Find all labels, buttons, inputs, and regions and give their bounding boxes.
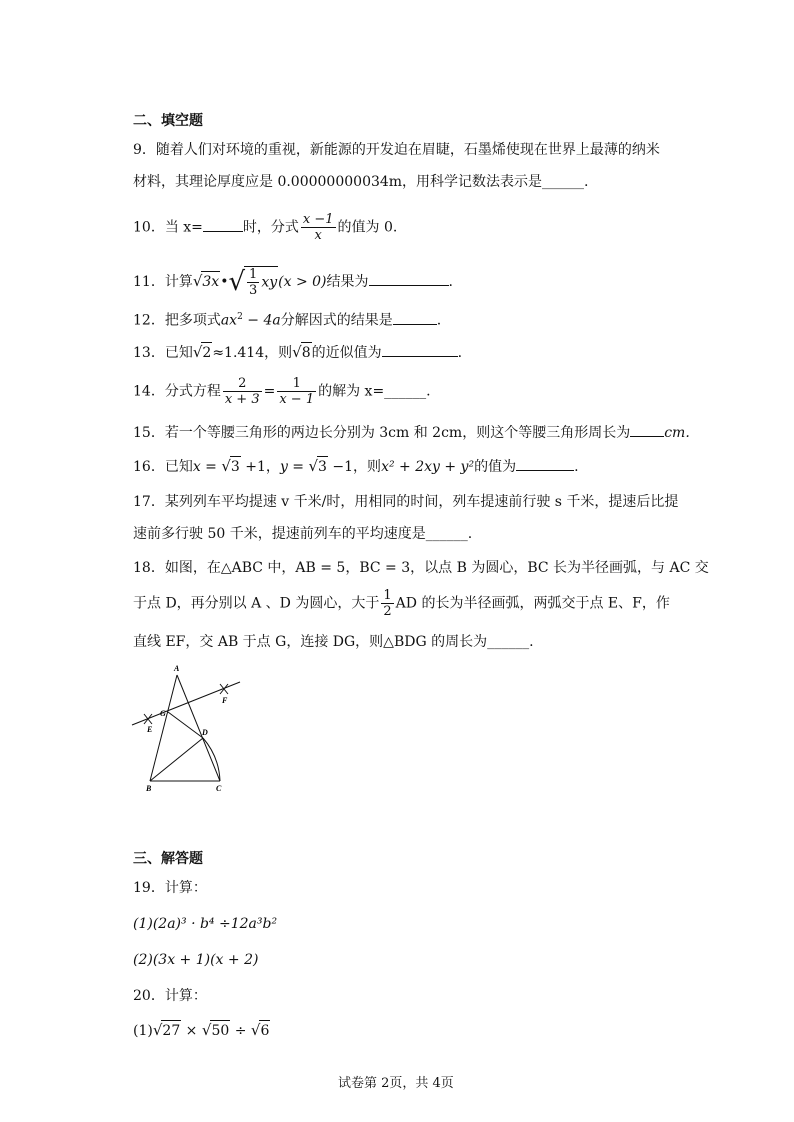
q13-blank[interactable] — [382, 342, 458, 357]
q17-line1: 17．某列列车平均提速 v 千米/时，用相同的时间，列车提速前行驶 s 千米，提速后比提 — [133, 494, 679, 510]
q20-part1: (1)√27 × √50 ÷ √6 — [133, 1021, 270, 1039]
q10-fraction: $\frac{x -1}{x}$ — [302, 212, 334, 243]
label-C: C — [216, 784, 222, 793]
q14-fraction1: $\frac{2}{x + 3}$ — [224, 376, 260, 407]
arc-mark-E — [144, 714, 152, 724]
q11-condition: (x > 0) — [278, 274, 327, 290]
q20-p1a: (1) — [133, 1023, 153, 1039]
q20-title: 20．计算： — [133, 988, 207, 1004]
q16-post: 的值为 — [474, 459, 517, 475]
q12-post: 分解因式的结果是 — [280, 312, 393, 329]
q12-expr-a: ax — [220, 312, 238, 329]
q18-line2 — [133, 588, 670, 619]
label-E: E — [147, 725, 153, 734]
q10-blank[interactable] — [203, 217, 243, 232]
q11-blank[interactable] — [369, 271, 449, 286]
segment-BD — [150, 738, 203, 781]
q10 — [133, 212, 397, 243]
segment-AB — [150, 675, 177, 781]
q15-unit: cm. — [664, 425, 690, 441]
q11-post: 结果为 — [326, 274, 369, 290]
q11-dot: • — [220, 274, 229, 290]
q12-blank[interactable] — [393, 310, 437, 325]
q12 — [133, 307, 441, 331]
section-title-fill-blank: 二、填空题 — [133, 113, 203, 129]
q13-radical1: 2 — [201, 342, 212, 363]
q19-title: 19．计算： — [133, 880, 207, 896]
label-F: F — [222, 696, 228, 705]
q12-exp: 2 — [237, 312, 243, 322]
q16-pre: 16．已知 — [133, 459, 193, 475]
q11-radical2: $\frac{1}{3}$ xy — [244, 266, 278, 298]
q13: 13．已知√2≈1.414，则√8的近似值为 . — [133, 343, 463, 361]
label-G: G — [160, 709, 166, 718]
page-footer: 试卷第 2页，共 4页 — [338, 1076, 454, 1091]
q13-pre: 13．已知 — [133, 345, 193, 361]
q10-mid: 时，分式 — [242, 219, 299, 236]
label-D: D — [202, 728, 208, 737]
q16-radical2: 3 — [317, 456, 328, 477]
q10-post: 的值为 0. — [337, 219, 398, 236]
segment-AC — [177, 675, 220, 781]
q14-post: 的解为 x=______. — [318, 383, 431, 400]
q20-radical1: 27 — [161, 1020, 181, 1041]
q9-line1: 9．随着人们对环境的重视，新能源的开发迫在眉睫，石墨烯使现在世界上最薄的纳米 — [133, 142, 660, 158]
q16-x: x = — [192, 459, 222, 475]
q13-approx: ≈1.414，则 — [212, 345, 293, 361]
q20-radical3: 6 — [259, 1020, 270, 1041]
q20-times: × — [181, 1023, 202, 1039]
q15-blank[interactable] — [630, 422, 664, 437]
q18-line2b: AD 的长为半径画弧，两弧交于点 E、F，作 — [395, 595, 670, 612]
q15-text: 15．若一个等腰三角形的两边长分别为 3cm 和 2cm，则这个等腰三角形周长为 — [133, 425, 631, 441]
q16-ytail: −1，则 — [327, 459, 382, 475]
q12-end: . — [436, 312, 442, 329]
q16-radical1: 3 — [230, 456, 241, 477]
q15 — [133, 422, 690, 443]
q12-pre: 12．把多项式 — [133, 312, 221, 329]
q18-line2a: 于点 D，再分别以 A 、D 为圆心，大于 — [133, 595, 380, 612]
q11-end: . — [448, 274, 453, 290]
q20-div: ÷ — [230, 1023, 251, 1039]
q13-radical2: 8 — [301, 342, 312, 363]
q16: 16．已知x = √3 +1，y = √3 −1，则x² + 2xy + y²的值为 . — [133, 457, 579, 475]
q13-end: . — [457, 345, 463, 361]
q16-expression: x² + 2xy + y² — [381, 459, 475, 475]
q20-radical2: 50 — [210, 1020, 230, 1041]
q18-fraction: $\frac{1}{2}$ — [383, 588, 392, 619]
q16-xtail: +1， — [240, 459, 280, 475]
q11-radical1: 3x — [201, 271, 220, 292]
q10-pre: 10．当 x= — [133, 219, 203, 236]
q13-post: 的近似值为 — [311, 345, 382, 361]
q12-expr-b: − 4a — [242, 312, 281, 329]
label-A: A — [174, 664, 180, 673]
q14-fraction2: $\frac{1}{x - 1}$ — [279, 376, 315, 407]
q9-line2: 材料，其理论厚度应是 0.00000000034m，用科学记数法表示是______. — [133, 174, 589, 190]
q11-pre: 11．计算 — [133, 274, 193, 290]
section-title-solve: 三、解答题 — [133, 851, 203, 867]
q16-y: y = — [279, 459, 309, 475]
q16-blank[interactable] — [516, 456, 574, 471]
label-B: B — [146, 784, 152, 793]
q14-eq: = — [263, 383, 276, 400]
q18-line3: 直线 EF，交 AB 于点 G，连接 DG，则△BDG 的周长为______. — [133, 634, 534, 650]
q11: 11．计算√3x•√ $\frac{1}{3}$ xy(x > 0)结果为 . — [133, 267, 453, 298]
q18-line1: 18．如图，在△ABC 中，AB = 5，BC = 3，以点 B 为圆心，BC 长为半径画弧，与 AC 交 — [133, 560, 709, 576]
q16-end: . — [574, 459, 579, 475]
q14 — [133, 376, 431, 407]
q19-part2: (2)(3x + 1)(x + 2) — [133, 952, 259, 968]
q17-line2: 速前多行驶 50 千米，提速前列车的平均速度是______. — [133, 526, 473, 542]
q14-pre: 14．分式方程 — [133, 383, 221, 400]
triangle-figure — [130, 660, 250, 795]
q19-part1: (1)(2a)³ · b⁴ ÷12a³b² — [133, 916, 278, 932]
